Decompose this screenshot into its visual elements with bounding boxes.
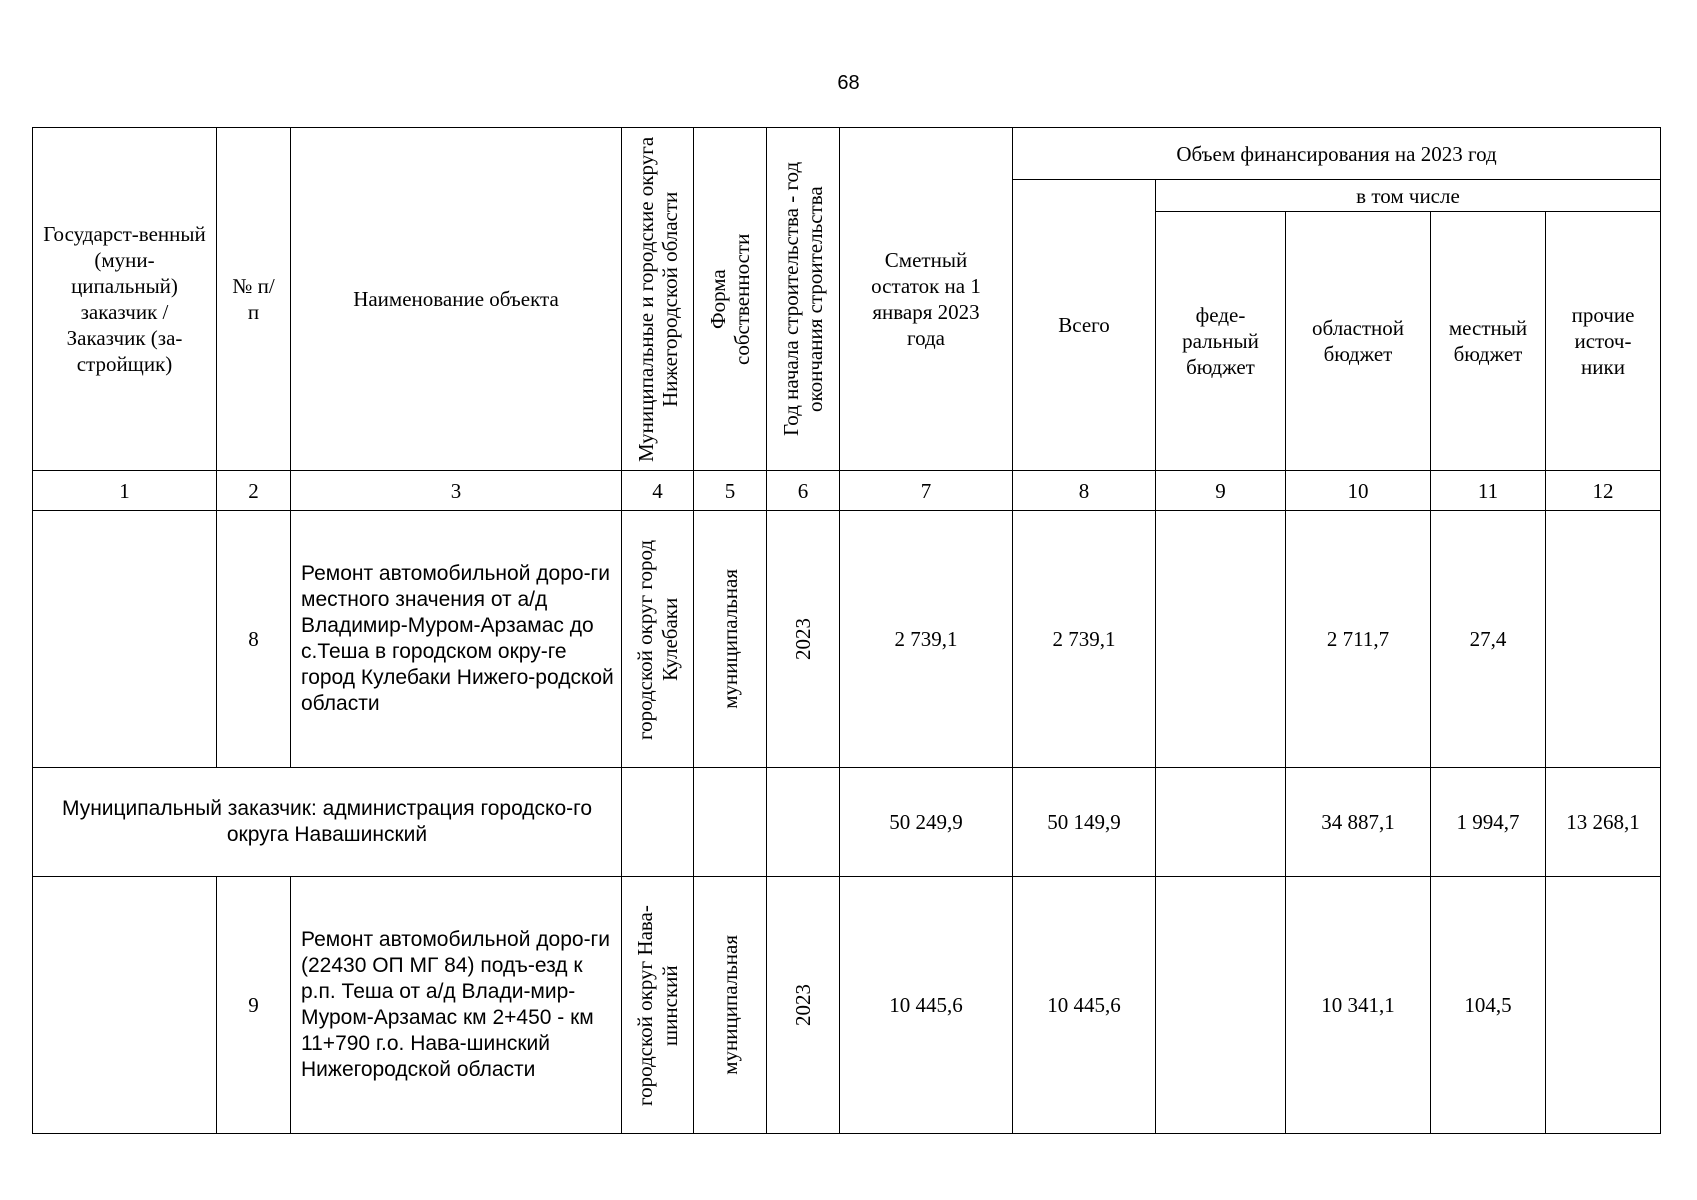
column-number: 6 xyxy=(767,471,840,511)
cell-local: 27,4 xyxy=(1431,511,1546,768)
column-number: 12 xyxy=(1546,471,1661,511)
column-number: 4 xyxy=(622,471,694,511)
cell-balance: 50 249,9 xyxy=(840,768,1013,877)
cell-municipality: городской округ город Кулебаки xyxy=(622,511,694,768)
cell-federal xyxy=(1156,511,1286,768)
column-number: 11 xyxy=(1431,471,1546,511)
cell-years xyxy=(767,768,840,877)
cell-local: 104,5 xyxy=(1431,877,1546,1134)
column-number: 9 xyxy=(1156,471,1286,511)
cell-local: 1 994,7 xyxy=(1431,768,1546,877)
cell-federal xyxy=(1156,768,1286,877)
cell-regional: 2 711,7 xyxy=(1286,511,1431,768)
financing-table xyxy=(32,127,1661,1134)
cell-regional: 10 341,1 xyxy=(1286,877,1431,1134)
cell-customer xyxy=(33,511,217,768)
header-local: местный бюджет xyxy=(1431,212,1546,471)
header-years: Год начала строительства - год окончания строительства xyxy=(767,128,840,471)
cell-num: 9 xyxy=(217,877,291,1134)
column-number: 3 xyxy=(291,471,622,511)
column-number: 8 xyxy=(1013,471,1156,511)
header-funding: Объем финансирования на 2023 год xyxy=(1013,128,1661,180)
cell-years: 2023 xyxy=(767,877,840,1134)
header-other: прочие источ-ники xyxy=(1546,212,1661,471)
header-regional: областной бюджет xyxy=(1286,212,1431,471)
column-number: 10 xyxy=(1286,471,1431,511)
cell-regional: 34 887,1 xyxy=(1286,768,1431,877)
cell-years: 2023 xyxy=(767,511,840,768)
cell-federal xyxy=(1156,877,1286,1134)
cell-balance: 10 445,6 xyxy=(840,877,1013,1134)
header-object-name: Наименование объекта xyxy=(291,128,622,471)
cell-other xyxy=(1546,511,1661,768)
cell-municipality xyxy=(622,768,694,877)
header-num: № п/п xyxy=(217,128,291,471)
cell-balance: 2 739,1 xyxy=(840,511,1013,768)
table-row xyxy=(33,877,1661,1134)
cell-ownership: муниципальная xyxy=(694,511,767,768)
header-row-1 xyxy=(33,128,1661,180)
header-balance: Сметный остаток на 1 января 2023 года xyxy=(840,128,1013,471)
cell-total: 10 445,6 xyxy=(1013,877,1156,1134)
cell-num: 8 xyxy=(217,511,291,768)
column-number: 2 xyxy=(217,471,291,511)
column-number: 7 xyxy=(840,471,1013,511)
header-ownership: Форма собственности xyxy=(694,128,767,471)
page-number: 68 xyxy=(837,72,860,94)
cell-object-name: Ремонт автомобильной доро-ги (22430 ОП МГ 84) подъ-езд к р.п. Теша от а/д Влади-мир-Муром-Арзамас км 2+450 - км 11+790 г.о. Нава-шинский Нижегородской области xyxy=(291,877,622,1134)
column-number-row xyxy=(33,471,1661,511)
customer-summary-row xyxy=(33,768,1661,877)
header-including: в том числе xyxy=(1156,180,1661,212)
cell-object-name: Ремонт автомобильной доро-ги местного значения от а/д Владимир-Муром-Арзамас до с.Теша в городском окру-ге город Кулебаки Нижего-родской области xyxy=(291,511,622,768)
cell-ownership xyxy=(694,768,767,877)
column-number: 5 xyxy=(694,471,767,511)
cell-other xyxy=(1546,877,1661,1134)
table-row xyxy=(33,511,1661,768)
cell-total: 2 739,1 xyxy=(1013,511,1156,768)
header-customer: Государст-венный (муни-ципальный) заказчик / Заказчик (за-стройщик) xyxy=(33,128,217,471)
cell-customer xyxy=(33,877,217,1134)
cell-municipality: городской округ Нава-шинский xyxy=(622,877,694,1134)
cell-ownership: муниципальная xyxy=(694,877,767,1134)
cell-other: 13 268,1 xyxy=(1546,768,1661,877)
cell-total: 50 149,9 xyxy=(1013,768,1156,877)
column-number: 1 xyxy=(33,471,217,511)
cell-customer-summary: Муниципальный заказчик: администрация городско-го округа Навашинский xyxy=(33,768,622,877)
header-total: Всего xyxy=(1013,180,1156,471)
header-municipality: Муниципальные и городские округа Нижегородской области xyxy=(622,128,694,471)
header-federal: феде-ральный бюджет xyxy=(1156,212,1286,471)
